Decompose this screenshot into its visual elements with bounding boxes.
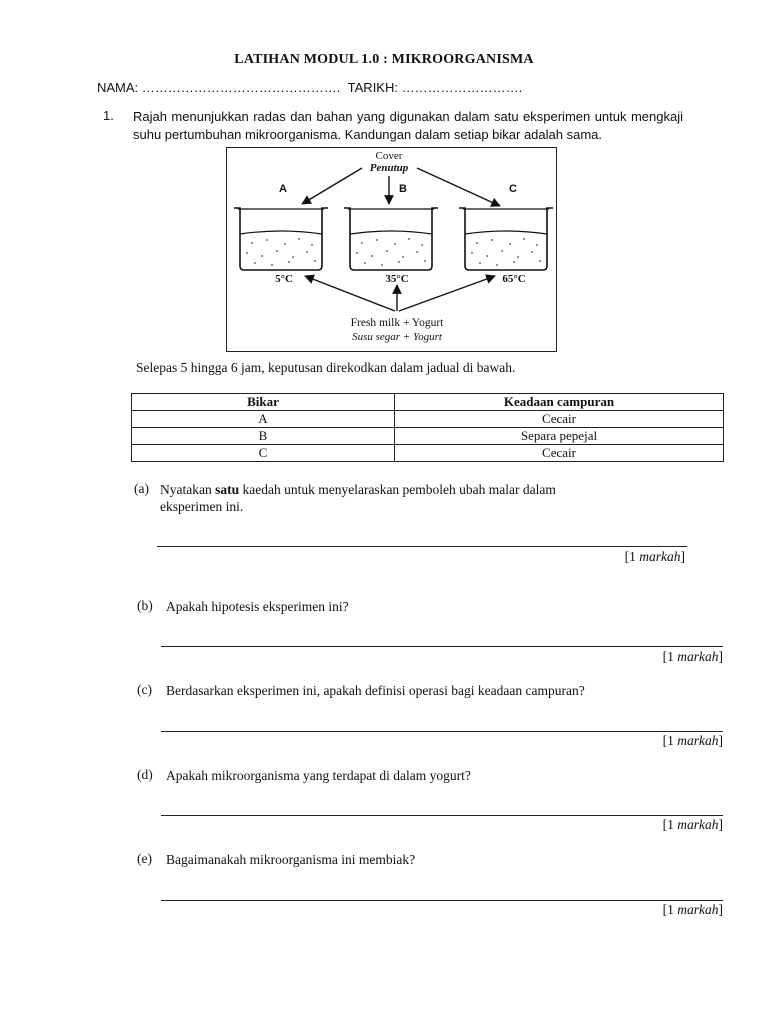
answer-line-b[interactable] bbox=[161, 646, 723, 647]
content-arrow-a bbox=[305, 276, 395, 311]
table-row bbox=[132, 411, 724, 428]
subquestion-c-text: Berdasarkan eksperimen ini, apakah definisi operasi bagi keadaan campuran? bbox=[166, 683, 585, 698]
mark-e-num: 1 bbox=[667, 902, 674, 917]
table-header-bikar: Bikar bbox=[132, 394, 395, 411]
subquestion-b-label: (b) bbox=[137, 598, 153, 613]
content-label-ms: Susu segar + Yogurt bbox=[352, 331, 442, 343]
subquestion-a-text-after: kaedah untuk menyelaraskan pemboleh ubah malar dalam bbox=[239, 482, 556, 497]
mark-c: [1 markah] bbox=[662, 733, 723, 748]
table-cell: A bbox=[132, 411, 395, 428]
answer-line-a[interactable] bbox=[157, 546, 687, 547]
mark-b-word: markah bbox=[677, 649, 719, 664]
mark-d-num: 1 bbox=[667, 817, 674, 832]
mark-a-word: markah bbox=[639, 549, 681, 564]
subquestion-a-line2: eksperimen ini. bbox=[160, 499, 244, 514]
beaker-b bbox=[344, 208, 438, 270]
subquestion-b-text: Apakah hipotesis eksperimen ini? bbox=[166, 599, 349, 614]
experiment-figure bbox=[226, 147, 557, 352]
table-row bbox=[132, 428, 724, 445]
subquestion-a-text bbox=[160, 481, 700, 515]
table-row bbox=[132, 445, 724, 462]
question-number: 1. bbox=[103, 108, 114, 123]
mark-b-num: 1 bbox=[667, 649, 674, 664]
mark-c-num: 1 bbox=[667, 733, 674, 748]
mark-e-word: markah bbox=[677, 902, 719, 917]
results-table bbox=[131, 393, 724, 462]
mark-d-word: markah bbox=[677, 817, 719, 832]
subquestion-d-label: (d) bbox=[137, 767, 153, 782]
temp-a: 5°C bbox=[275, 273, 293, 285]
mark-a: [1 markah] bbox=[624, 549, 685, 564]
cover-arrow-a bbox=[302, 168, 362, 204]
subquestion-c-label: (c) bbox=[137, 682, 152, 697]
beaker-a bbox=[234, 208, 328, 270]
nama-field[interactable]: ………………………………………. bbox=[141, 80, 341, 95]
subquestion-a-label: (a) bbox=[134, 481, 149, 496]
cover-arrow-c bbox=[417, 168, 500, 206]
mark-b: [1 markah] bbox=[662, 649, 723, 664]
table-cell: Separa pepejal bbox=[395, 428, 724, 445]
mark-d: [1 markah] bbox=[662, 817, 723, 832]
page-title: LATIHAN MODUL 1.0 : MIKROORGANISMA bbox=[234, 52, 534, 67]
question-intro: Rajah menunjukkan radas dan bahan yang digunakan dalam satu eksperimen untuk mengkaji suhu pertumbuhan mikroorganisma. Kandungan dalam setiap bikar adalah sama. bbox=[133, 109, 683, 142]
subquestion-e-text: Bagaimanakah mikroorganisma ini membiak? bbox=[166, 852, 416, 867]
beaker-letter-c: C bbox=[509, 183, 517, 195]
subquestion-d-text: Apakah mikroorganisma yang terdapat di dalam yogurt? bbox=[166, 768, 471, 783]
table-header-keadaan: Keadaan campuran bbox=[395, 394, 724, 411]
table-cell: C bbox=[132, 445, 395, 462]
content-label-en: Fresh milk + Yogurt bbox=[350, 317, 444, 329]
beaker-c bbox=[459, 208, 553, 270]
table-cell: B bbox=[132, 428, 395, 445]
name-date-line bbox=[97, 80, 522, 95]
experiment-diagram bbox=[227, 148, 558, 353]
table-cell: Cecair bbox=[395, 445, 724, 462]
mark-c-word: markah bbox=[677, 733, 719, 748]
mark-a-num: 1 bbox=[629, 549, 636, 564]
answer-line-d[interactable] bbox=[161, 815, 723, 816]
answer-line-c[interactable] bbox=[161, 731, 723, 732]
table-cell: Cecair bbox=[395, 411, 724, 428]
beaker-letter-b: B bbox=[399, 183, 407, 195]
content-arrow-c bbox=[399, 276, 495, 311]
answer-line-e[interactable] bbox=[161, 900, 723, 901]
results-intro: Selepas 5 hingga 6 jam, keputusan direkodkan dalam jadual di bawah. bbox=[136, 360, 516, 375]
cover-label-en: Cover bbox=[375, 150, 403, 162]
subquestion-e-label: (e) bbox=[137, 851, 152, 866]
tarikh-field[interactable]: ………………………. bbox=[401, 80, 523, 95]
mark-e: [1 markah] bbox=[662, 902, 723, 917]
table-header-row bbox=[132, 394, 724, 411]
temp-c: 65°C bbox=[502, 273, 526, 285]
subquestion-a-bold: satu bbox=[215, 482, 240, 497]
beaker-letter-a: A bbox=[279, 183, 287, 195]
temp-b: 35°C bbox=[385, 273, 409, 285]
cover-label-ms: Penutup bbox=[369, 162, 409, 174]
nama-label: NAMA: bbox=[97, 80, 139, 95]
subquestion-a-text-before: Nyatakan bbox=[160, 482, 216, 497]
tarikh-label: TARIKH: bbox=[347, 80, 398, 95]
